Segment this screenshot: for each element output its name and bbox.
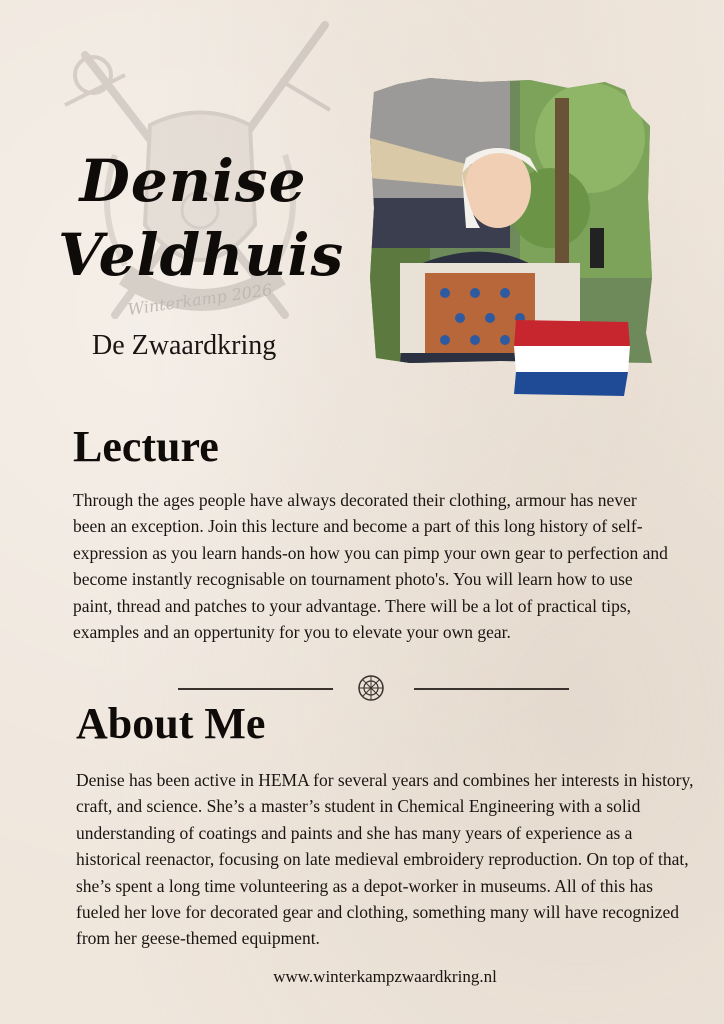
- speaker-last-name: Veldhuis: [58, 221, 345, 289]
- divider-right: [414, 688, 569, 690]
- netherlands-flag-icon: [512, 320, 632, 400]
- about-description: Denise has been active in HEMA for several years and combines her interests in history, craft, and science. She’s a master’s student in Chemical Engineering with a solid understanding of coatings and paints and she has many years of experience as a historical reenactor, focusing on late medieval embroidery reproduction. On top of that, she’s spent a long time volunteering as a depot-worker in museums. All of this has fueled her love for decorated gear and clothing, something many will have recognized from her geese-themed equipment.: [76, 770, 694, 949]
- divider-left: [178, 688, 333, 690]
- emblem-text: Winterkamp 2026: [126, 279, 274, 320]
- speaker-club: De Zwaardkring: [92, 330, 277, 361]
- about-heading: About Me: [76, 699, 266, 748]
- speaker-first-name: Denise: [79, 147, 307, 215]
- rosette-icon: [357, 674, 385, 702]
- lecture-description: Through the ages people have always decorated their clothing, armour has never been an exception. Join this lecture and become a part of this long history of self-expression as you learn hands-on how you can pimp your own gear to perfection and become instantly recognisable on tournament photo's. You will learn how to use paint, thread and patches to your advantage. There will be a lot of practical tips, examples and an oppertunity for you to elevate your own gear.: [73, 490, 668, 643]
- lecture-heading: Lecture: [73, 422, 219, 471]
- website-link[interactable]: www.winterkampzwaardkring.nl: [273, 967, 497, 986]
